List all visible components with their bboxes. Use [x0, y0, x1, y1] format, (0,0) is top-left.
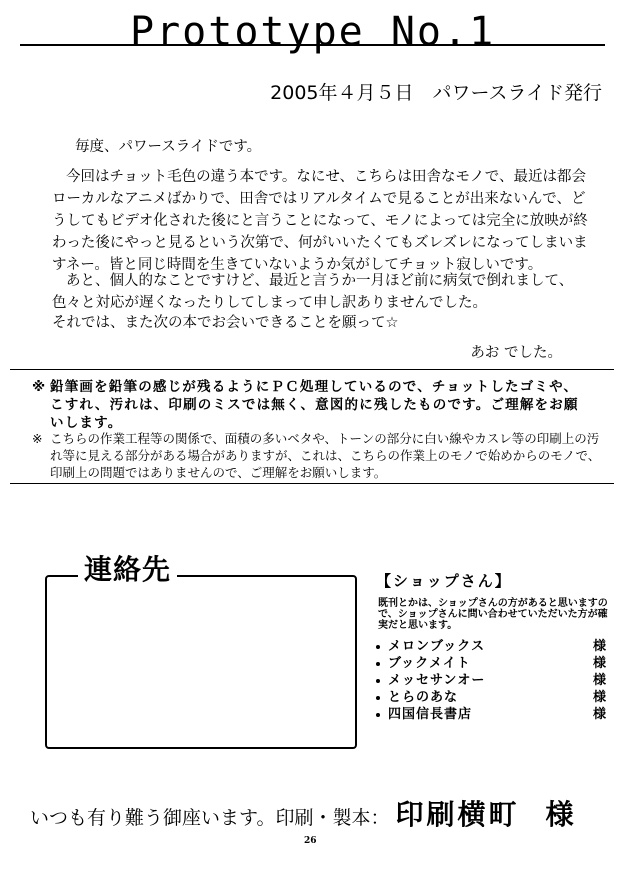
letter-paragraph-3: それでは、また次の本でお会いできることを願って☆: [52, 315, 399, 331]
letter-line: わった後にやっと見るという次第で、何がいいたくてもズレズレになってしまいま: [52, 235, 588, 251]
note-pencil-processing: [32, 378, 590, 432]
bullet-icon: [376, 662, 380, 666]
letter-line: あと、個人的なことですけど、最近と言うか一月ほど前に病気で倒れまして、: [66, 273, 574, 289]
footer-credits: [30, 793, 574, 833]
shop-suffix: 様: [592, 707, 606, 722]
letter-line: 色々と対応が遅くなったりしてしまって申し訳ありませんでした。: [52, 295, 487, 311]
shop-suffix: 様: [592, 673, 606, 688]
printer-suffix: 様: [545, 798, 574, 831]
shop-name: ブックメイト: [388, 656, 471, 671]
shop-name: とらのあな: [388, 690, 459, 705]
note-mark: ※: [32, 431, 43, 446]
bullet-icon: [376, 713, 380, 717]
bullet-icon: [376, 679, 380, 683]
letter-line: ローカルなアニメばかりで、田舎ではリアルタイムで見ることが出来ないんで、ど: [52, 191, 586, 207]
letter-signature: あお でした。: [470, 345, 562, 361]
page-number: 26: [304, 836, 317, 846]
shop-suffix: 様: [592, 656, 606, 671]
notes-divider-top: [10, 369, 614, 370]
publication-line: 2005年４月５日 パワースライド発行: [270, 82, 602, 104]
title-underline: [20, 44, 605, 46]
shop-list: [376, 636, 606, 721]
letter-line: うしてもビデオ化された後にと言うことになって、モノによっては完全に放映が終: [52, 213, 588, 229]
bullet-icon: [376, 696, 380, 700]
printer-name: 印刷横町: [395, 798, 520, 831]
shop-suffix: 様: [592, 639, 606, 654]
notes-divider-bottom: [10, 483, 614, 484]
shop-name: メロンブックス: [388, 639, 485, 654]
shop-item: [376, 687, 606, 704]
letter-line: すネー。皆と同じ時間を生きていないようか気がしてチョット寂しいです。: [52, 257, 543, 273]
shop-suffix: 様: [592, 690, 606, 705]
shop-item: [376, 704, 606, 721]
letter-paragraph-2: [52, 270, 573, 314]
note-text: こちらの作業工程等の関係で、面積の多いベタや、トーンの部分に白い線やカスレ等の印刷上の汚れ等に見える部分がある場合がありますが、これは、こちらの作業上のモノで始めからのモノで、印刷上の問題ではありませんので、ご理解をお願いします。: [50, 431, 601, 480]
shop-description: 既刊とかは、ショップさんの方があると思いますので、ショップさんに問い合わせていただいた方が確実だと思います。: [378, 598, 608, 631]
shop-name: 四国信長書店: [388, 707, 473, 722]
shop-name: メッセサンオー: [388, 673, 486, 688]
shop-item: [376, 636, 606, 653]
bullet-icon: [376, 645, 380, 649]
contact-label: 連絡先: [78, 548, 177, 588]
letter-greeting: 毎度、パワースライドです。: [75, 139, 262, 155]
footer-thanks: いつも有り難う御座います。印刷・製本：: [30, 807, 390, 829]
letter-line: 今回はチョット毛色の違う本です。なにせ、こちらは田舎なモノで、最近は都会: [66, 169, 586, 185]
shop-item: [376, 653, 606, 670]
contact-box: [45, 575, 357, 749]
shop-item: [376, 670, 606, 687]
note-printing-artifacts: [32, 430, 610, 481]
note-text: 鉛筆画を鉛筆の感じが残るようにＰＣ処理しているので、チョットしたゴミや、こすれ、汚れは、印刷のミスでは無く、意図的に残したものです。ご理解をお願いします。: [50, 379, 579, 431]
shop-heading: 【ショップさん】: [376, 572, 512, 590]
page-title: Prototype No.1: [130, 10, 495, 54]
note-mark: ※: [32, 379, 47, 395]
letter-paragraph-1: [52, 166, 588, 276]
